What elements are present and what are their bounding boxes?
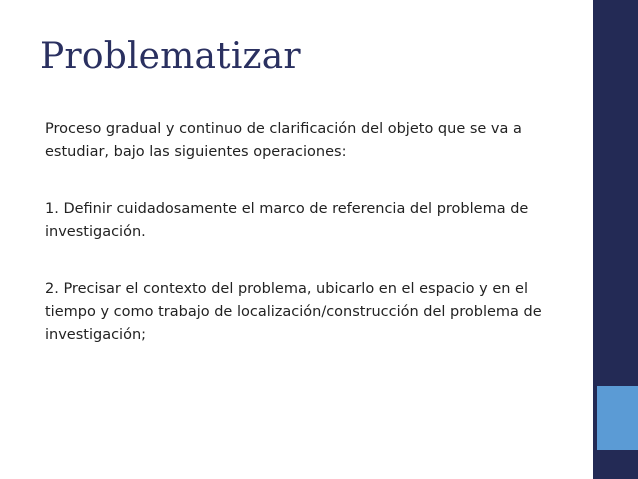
sidebar-accent-block	[597, 386, 638, 450]
step-one-paragraph: 1. Definir cuidadosamente el marco de referencia del problema de investigación.	[45, 201, 529, 240]
slide-title: Problematizar	[40, 36, 301, 77]
intro-paragraph: Proceso gradual y continuo de clarificación del objeto que se va a estudiar, bajo las siguientes operaciones:	[45, 121, 522, 160]
step-two-paragraph: 2. Precisar el contexto del problema, ubicarlo en el espacio y en el tiempo y como trabajo de localización/construcción del problema de investigación;	[45, 281, 542, 343]
